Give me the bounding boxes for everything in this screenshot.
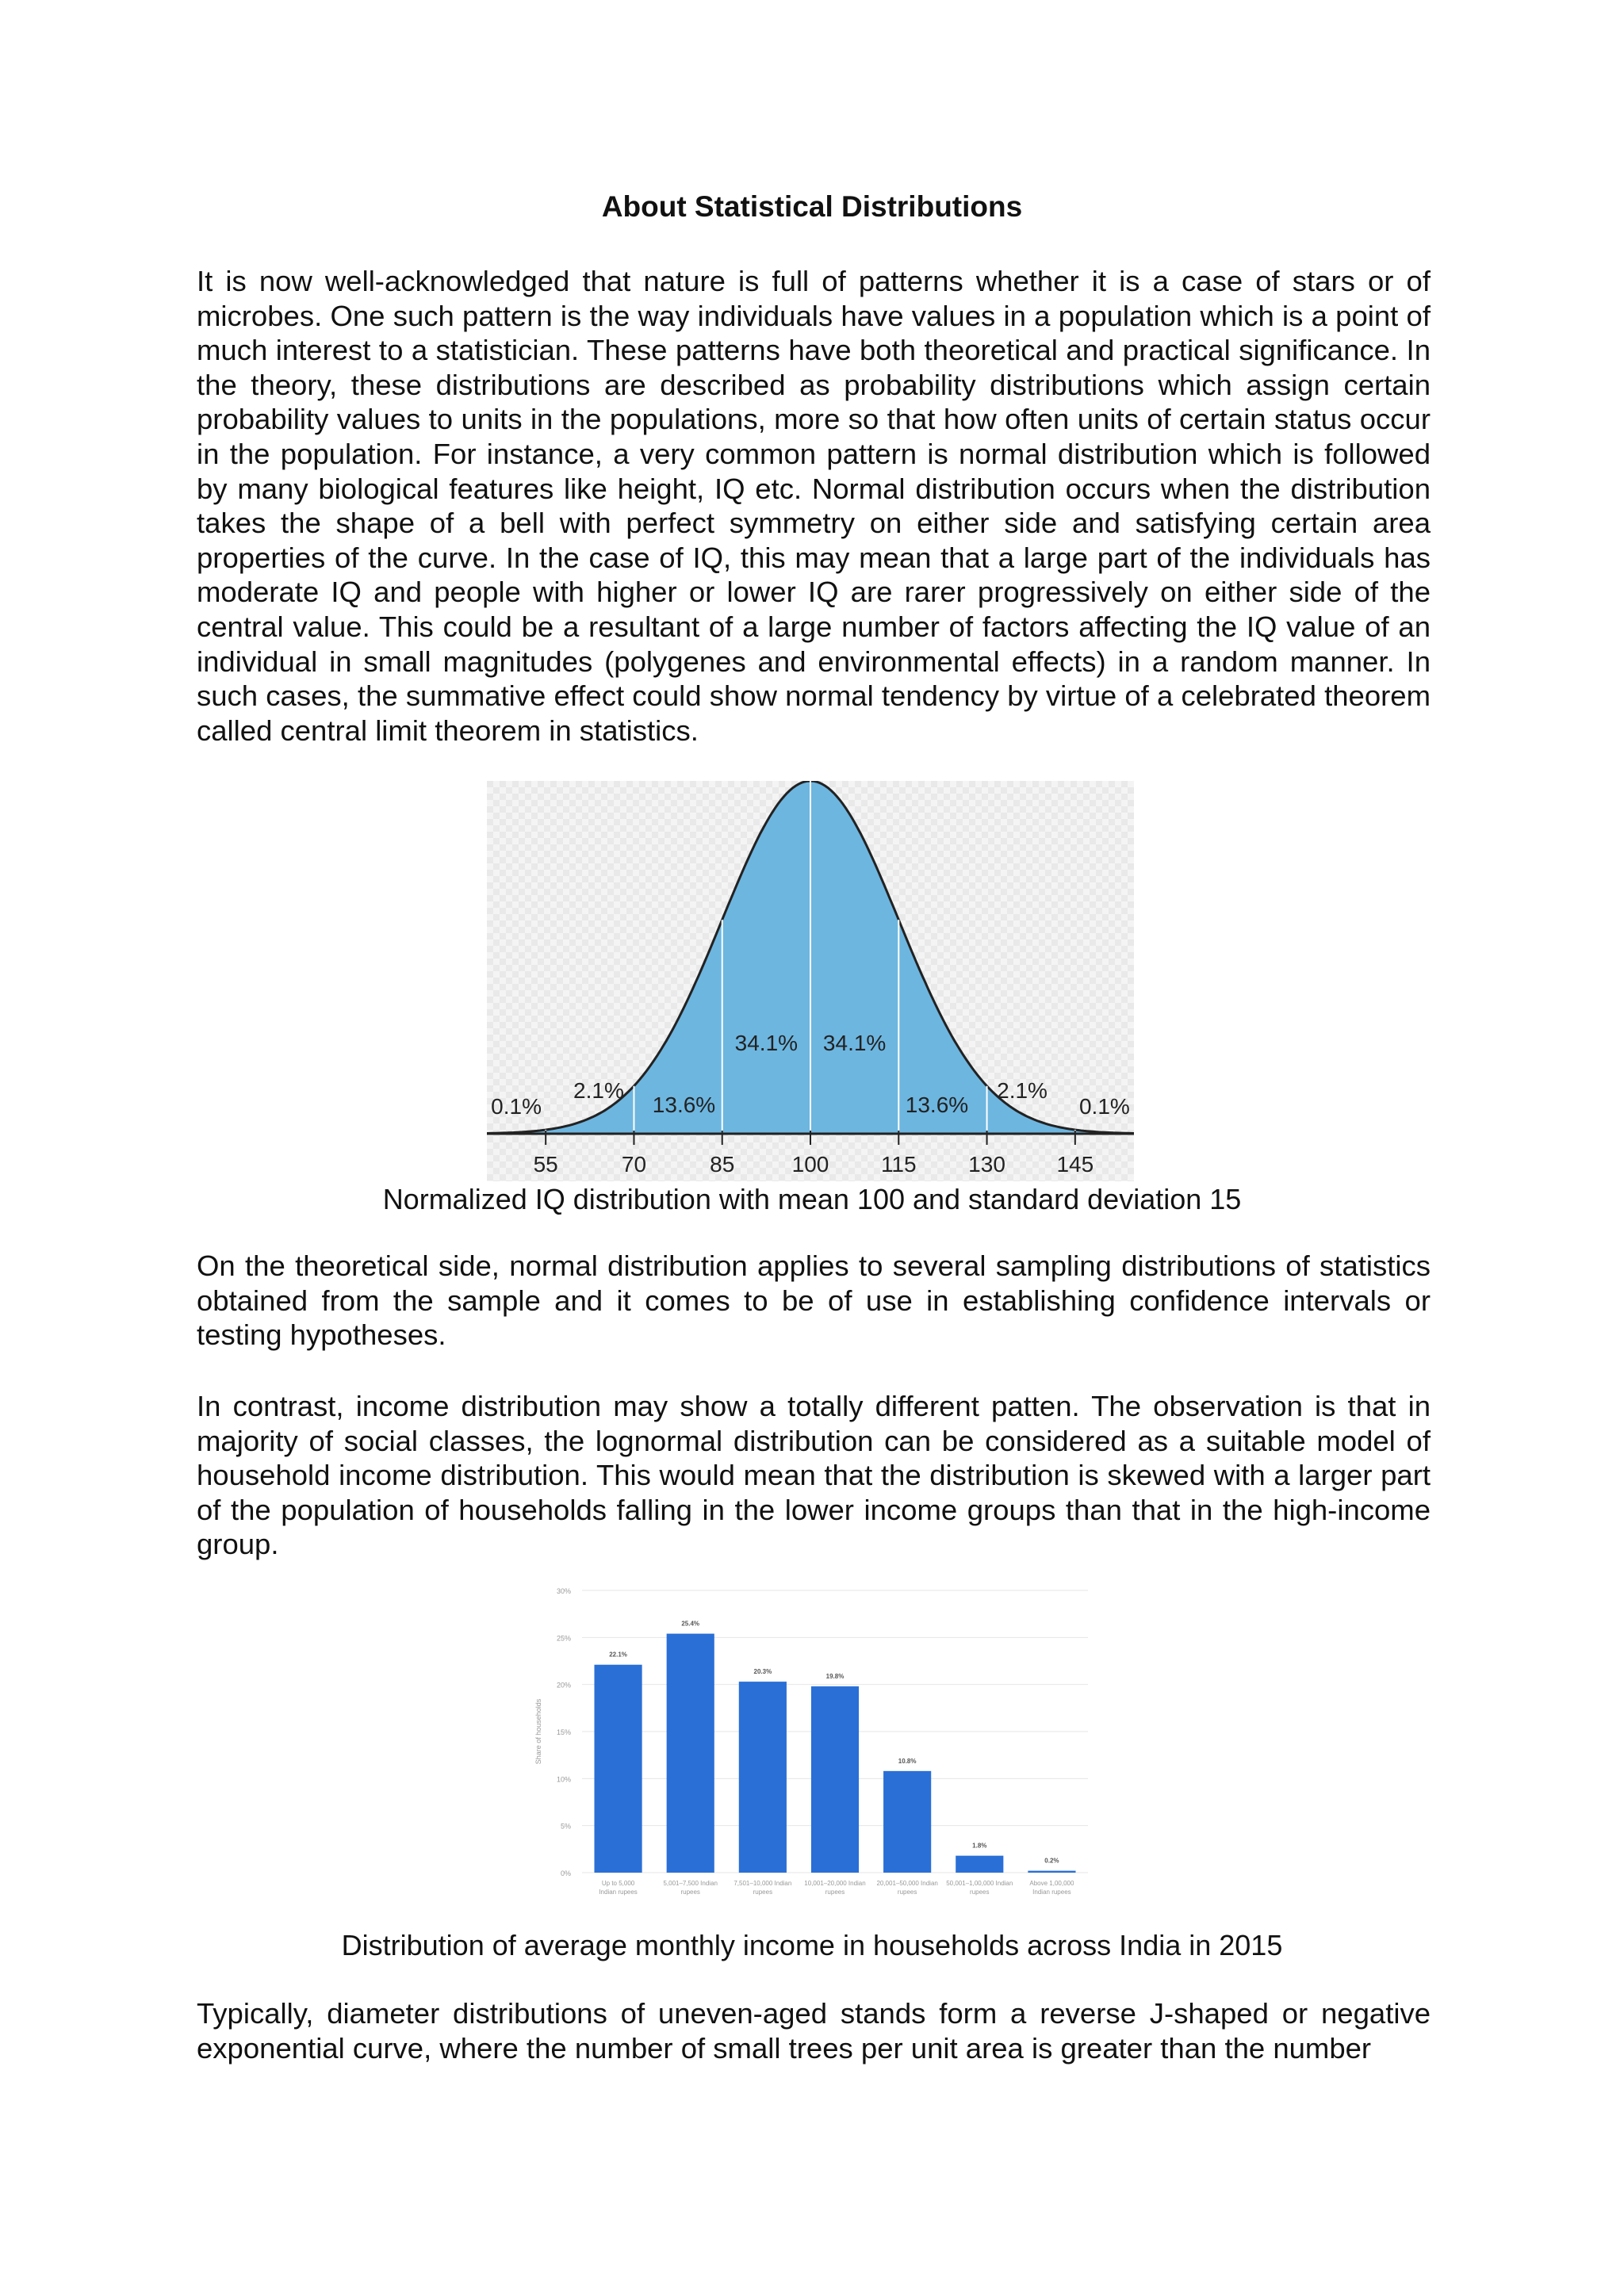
x-category-label: 20,001–50,000 Indian rupees — [876, 1880, 938, 1896]
paragraph-theoretical: On the theoretical side, normal distribution applies to several sampling distributions of statistics obtained from the sample and it comes to be of use in establishing confidence intervals or testing hypotheses. — [197, 1249, 1431, 1352]
income-chart-caption: Distribution of average monthly income in households across India in 2015 — [341, 1929, 1283, 1961]
income-bar — [739, 1682, 787, 1873]
x-category-label: Above 1,00,000 Indian rupees — [1029, 1880, 1074, 1896]
document-title: About Statistical Distributions — [601, 190, 1023, 223]
x-category-label: 7,501–10,000 Indian rupees — [733, 1880, 792, 1896]
bar-value-label: 10.8% — [898, 1757, 917, 1765]
segment-label: 34.1% — [734, 1031, 799, 1055]
x-tick-label: 115 — [880, 1152, 917, 1177]
x-tick-label: 130 — [968, 1152, 1005, 1177]
x-category-label: 5,001–7,500 Indian rupees — [663, 1880, 718, 1896]
paragraph-intro: It is now well-acknowledged that nature is full of patterns whether it is a case of stars or of microbes. One such pattern is the way individuals have values in a population which is a point of much interest to a statistician. These patterns have both theoretical and practical significance. In the theory, these distributions are described as probability distributions which assign certain probability values to units in the populations, more so that how often units of certain status occur in the population. For instance, a very common pattern is normal distribution which is followed by many biological features like height, IQ etc. Normal distribution occurs when the distribution takes the shape of a bell with perfect symmetry on either side and satisfying certain area properties of the curve. In the case of IQ, this may mean that a large part of the individuals has moderate IQ and people with higher or lower IQ are rarer progressively on either side of the central value. This could be a resultant of a large number of factors affecting the IQ value of an individual in small magnitudes (polygenes and environmental effects) in a random manner. In such cases, the summative effect could show normal tendency by virtue of a celebrated theorem called central limit theorem in statistics. — [197, 265, 1431, 747]
segment-label: 34.1% — [822, 1031, 887, 1055]
x-tick-label: 55 — [533, 1152, 558, 1177]
paragraph-diameter: Typically, diameter distributions of uneven-aged stands form a reverse J-shaped or negative exponential curve, where the number of small trees per unit area is greater than the number — [197, 1997, 1431, 2064]
segment-label: 2.1% — [573, 1078, 624, 1103]
income-bar — [594, 1665, 642, 1873]
x-category-label: 10,001–20,000 Indian rupees — [804, 1880, 866, 1896]
iq-distribution-chart — [487, 781, 1134, 1181]
x-tick-label: 70 — [621, 1152, 647, 1177]
y-tick-label: 30% — [556, 1587, 571, 1595]
segment-label: 0.1% — [1078, 1094, 1130, 1119]
bar-value-label: 19.8% — [825, 1673, 845, 1681]
bar-value-label: 22.1% — [609, 1651, 627, 1659]
income-bar — [811, 1686, 859, 1873]
y-axis-title: Share of households — [534, 1698, 542, 1765]
segment-label: 13.6% — [905, 1093, 969, 1117]
income-bar — [667, 1634, 714, 1873]
bar-value-label: 25.4% — [681, 1620, 700, 1628]
y-tick-label: 10% — [556, 1775, 571, 1784]
x-tick-label: 100 — [791, 1152, 829, 1177]
segment-label: 0.1% — [491, 1094, 542, 1119]
y-tick-label: 15% — [556, 1728, 571, 1736]
bar-value-label: 20.3% — [753, 1668, 772, 1676]
y-tick-label: 0% — [560, 1869, 571, 1877]
y-tick-label: 5% — [560, 1822, 571, 1831]
income-bar — [956, 1856, 1003, 1873]
y-tick-label: 20% — [556, 1681, 571, 1689]
income-distribution-chart — [533, 1562, 1094, 1919]
segment-label: 13.6% — [652, 1093, 716, 1117]
x-category-label: 50,001–1,00,000 Indian rupees — [946, 1880, 1013, 1896]
bar-value-label: 0.2% — [1044, 1857, 1059, 1865]
bar-value-label: 1.8% — [972, 1842, 987, 1850]
income-bar — [1028, 1871, 1075, 1873]
iq-chart-caption: Normalized IQ distribution with mean 100 and standard deviation 15 — [382, 1183, 1242, 1215]
paragraph-income: In contrast, income distribution may show a totally different patten. The observation is that in majority of social classes, the lognormal distribution can be considered as a suitable model of household income distribution. This would mean that the distribution is skewed with a larger part of the population of households falling in the lower income groups than that in the high-income group. — [197, 1390, 1431, 1561]
income-bar — [883, 1771, 931, 1873]
x-tick-label: 85 — [710, 1152, 735, 1177]
x-tick-label: 145 — [1056, 1152, 1094, 1177]
x-category-label: Up to 5,000 Indian rupees — [599, 1880, 638, 1896]
segment-label: 2.1% — [997, 1078, 1048, 1103]
y-tick-label: 25% — [556, 1634, 571, 1643]
